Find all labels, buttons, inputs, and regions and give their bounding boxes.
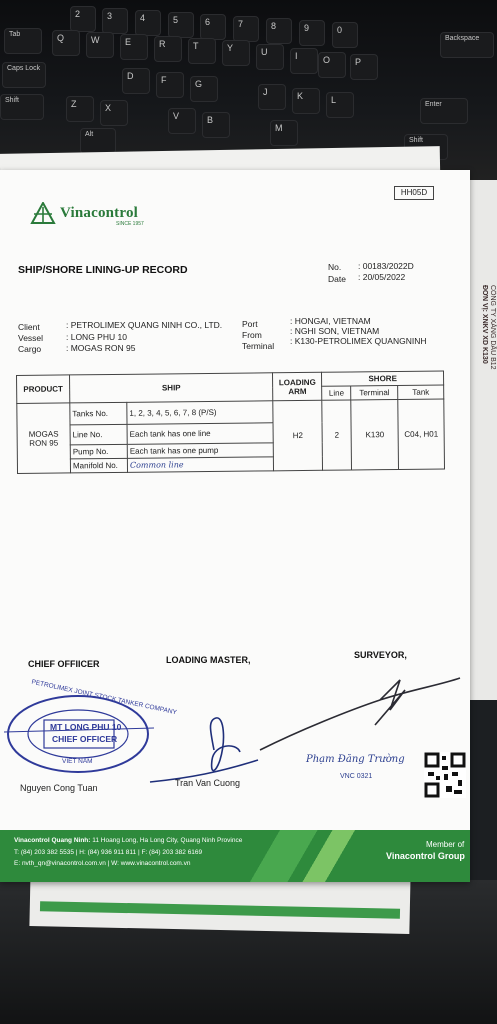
key: T	[188, 38, 216, 64]
shore-tank-cell: C04, H01	[398, 399, 444, 469]
footer-address-text: 11 Hoang Long, Ha Long City, Quang Ninh Province	[92, 837, 243, 844]
client-label: Client	[18, 322, 40, 332]
key: I	[290, 48, 318, 74]
key: K	[292, 88, 320, 114]
surveyor-title: SURVEYOR,	[354, 650, 407, 660]
key: U	[256, 44, 284, 70]
vinacontrol-logo-icon	[30, 202, 56, 224]
terminal-value: : K130-PETROLIMEX QUANGNINH	[290, 336, 427, 346]
stamp-center-line1: MT LONG PHU 10	[50, 722, 122, 732]
stamp-ring-text: PETROLIMEX JOINT STOCK TANKER COMPANY	[30, 678, 178, 717]
vessel-value: : LONG PHU 10	[66, 332, 127, 342]
no-label: No.	[328, 262, 342, 272]
port-label: Port	[242, 319, 258, 329]
key: L	[326, 92, 354, 118]
shift-key: Shift	[0, 94, 44, 120]
from-value: : NGHI SON, VIETNAM	[290, 326, 380, 336]
date-label: Date	[328, 274, 346, 284]
col-terminal-header: Terminal	[351, 386, 398, 400]
key: Y	[222, 40, 250, 66]
col-tank-header: Tank	[398, 385, 444, 399]
key: 2	[70, 6, 96, 32]
from-label: From	[242, 330, 262, 340]
key: 3	[102, 8, 128, 34]
key: 4	[135, 10, 161, 36]
port-value: : HONGAI, VIETNAM	[290, 316, 371, 326]
surveyor-stamp-code: VNC 0321	[340, 773, 373, 780]
product-cell: MOGAS RON 95	[17, 403, 71, 474]
footer-group-name: Vinacontrol Group	[386, 851, 465, 861]
footer-address	[14, 837, 242, 844]
no-value: : 00183/2022D	[358, 261, 414, 271]
footer-company: Vinacontrol Quang Ninh:	[14, 837, 91, 844]
key: O	[318, 52, 346, 78]
stamp-center-line2: CHIEF OFFICER	[52, 734, 118, 744]
col-product-header: PRODUCT	[17, 375, 70, 404]
key: 7	[233, 16, 259, 42]
side-stamp	[482, 285, 496, 395]
key: Q	[52, 30, 80, 56]
key: E	[120, 34, 148, 60]
shore-terminal-cell: K130	[351, 400, 399, 470]
footer-contacts: T: (84) 203 382 5535 | H: (84) 936 911 811 | F: (84) 203 382 6169	[14, 849, 203, 856]
key: W	[86, 32, 114, 58]
alt-key: Alt	[80, 128, 116, 154]
key: Z	[66, 96, 94, 122]
backspace-key: Backspace	[440, 32, 494, 58]
key: 9	[299, 20, 325, 46]
lining-up-table	[16, 371, 445, 474]
shore-line-cell: 2	[322, 400, 352, 470]
line-no-value: Each tank has one line	[127, 423, 273, 445]
tanks-value: 1, 2, 3, 4, 5, 6, 7, 8 (P/S)	[127, 401, 273, 425]
col-ship-header: SHIP	[70, 373, 274, 403]
footer-decor-stripe	[250, 830, 370, 882]
key: X	[100, 100, 128, 126]
key: B	[202, 112, 230, 138]
key: F	[156, 72, 184, 98]
key: 0	[332, 22, 358, 48]
key: P	[350, 54, 378, 80]
chief-officer-title: CHIEF OFFIICER	[28, 659, 100, 669]
key: D	[122, 68, 150, 94]
manifold-no-value: Common line	[127, 457, 273, 473]
key: J	[258, 84, 286, 110]
tab-key: Tab	[4, 28, 42, 54]
pump-no-value: Each tank has one pump	[127, 443, 273, 459]
lining-up-record-document	[0, 170, 470, 882]
enter-key: Enter	[420, 98, 468, 124]
logo-since: SINCE 1957	[116, 221, 144, 227]
surveyor-signature	[240, 670, 470, 760]
loading-master-title: LOADING MASTER,	[166, 655, 251, 665]
stamp-bottom-text: VIET NAM	[62, 758, 93, 765]
vinacontrol-logo-text: Vinacontrol	[60, 205, 139, 221]
key: R	[154, 36, 182, 62]
shift-key: Shift	[404, 134, 448, 160]
footer-member-of: Member of	[426, 840, 465, 849]
chief-officer-name: Nguyen Cong Tuan	[20, 783, 98, 793]
key: G	[190, 76, 218, 102]
key: V	[168, 108, 196, 134]
line-no-label: Line No.	[70, 424, 127, 445]
pump-no-label: Pump No.	[70, 444, 127, 459]
key: 6	[200, 14, 226, 40]
caps-lock-key: Caps Lock	[2, 62, 46, 88]
document-title: SHIP/SHORE LINING-UP RECORD	[18, 264, 188, 276]
cargo-value: : MOGAS RON 95	[66, 343, 136, 353]
key: 5	[168, 12, 194, 38]
manifold-no-label: Manifold No.	[70, 458, 127, 473]
col-shore-header: SHORE	[322, 371, 444, 386]
date-value: : 20/05/2022	[358, 272, 406, 282]
client-value: : PETROLIMEX QUANG NINH CO., LTD.	[66, 320, 223, 330]
side-stamp-line2: ĐƠN VỊ: XNKV XD K130	[481, 285, 488, 364]
loading-arm-cell: H2	[273, 400, 323, 471]
cargo-label: Cargo	[18, 344, 42, 354]
form-code: HH05D	[394, 186, 434, 200]
key: M	[270, 120, 298, 146]
loading-master-name: Tran Van Cuong	[175, 778, 241, 788]
vessel-label: Vessel	[18, 333, 44, 343]
col-line-header: Line	[322, 386, 351, 400]
tanks-label: Tanks No.	[70, 402, 127, 425]
key: 8	[266, 18, 292, 44]
surveyor-stamp-name: Phạm Đăng Trường	[306, 754, 405, 765]
col-loading-arm-header: LOADING ARM	[273, 372, 322, 401]
qr-code	[424, 752, 466, 798]
side-stamp-line1: CÔNG TY XĂNG DẦU B12	[489, 285, 496, 370]
footer-web: E: nvth_qn@vinacontrol.com.vn | W: www.vinacontrol.com.vn	[14, 860, 191, 867]
terminal-label: Terminal	[242, 341, 275, 351]
